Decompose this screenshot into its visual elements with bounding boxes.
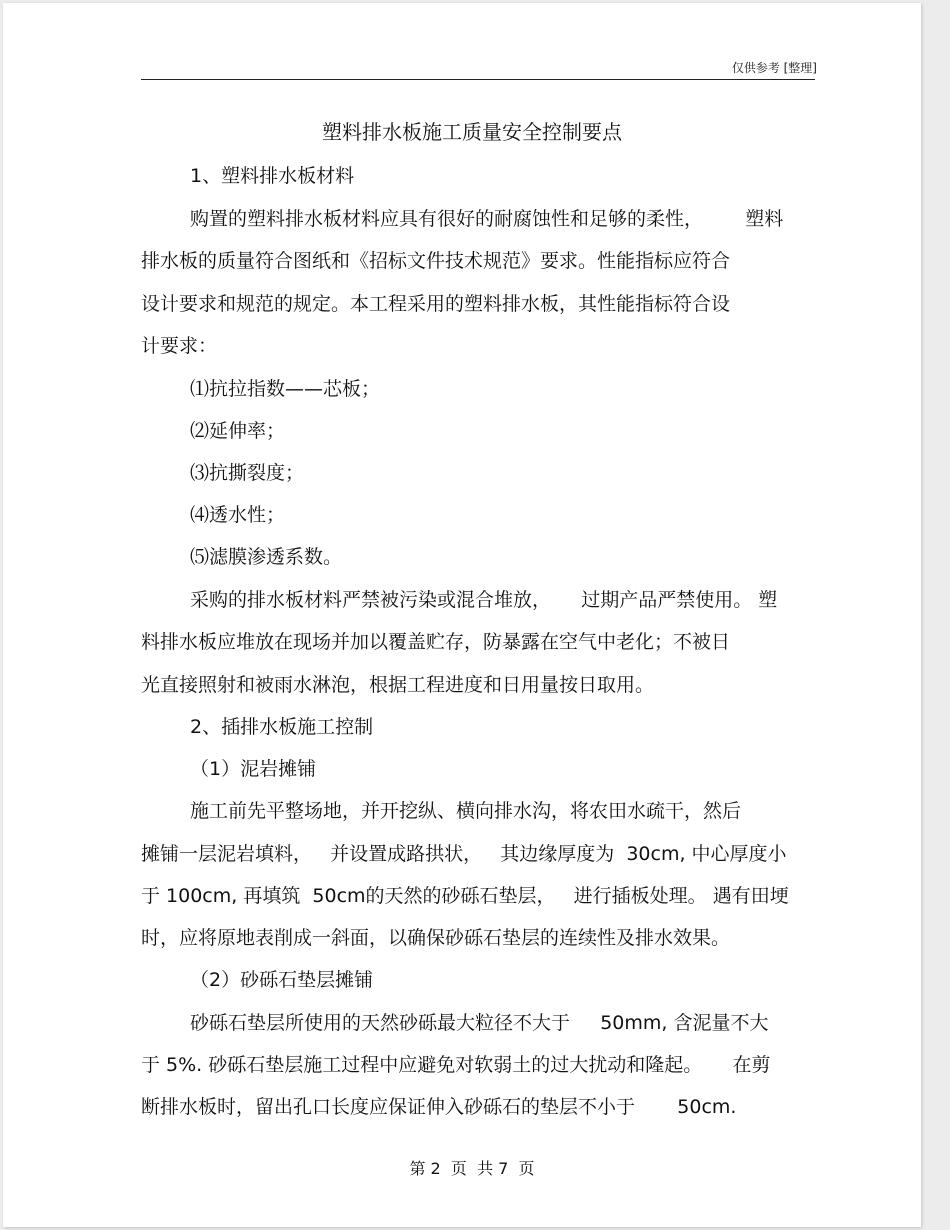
paragraph-line: 于 5%. 砂砾石垫层施工过程中应避免对软弱土的过大扰动和隆起。 在剪 [141, 1054, 771, 1076]
paragraph-line: 施工前先平整场地，并开挖纵、横向排水沟，将农田水疏干，然后 [190, 800, 742, 822]
header-divider [141, 79, 815, 80]
list-item: ⑴抗拉指数——芯板； [190, 378, 381, 400]
section-heading-1: 1、塑料排水板材料 [190, 165, 355, 187]
paragraph-line: 摊铺一层泥岩填料， 并设置成路拱状， 其边缘厚度为 30cm, 中心厚度小 [141, 843, 787, 865]
list-item: ⑸滤膜渗透系数。 [190, 546, 343, 568]
paragraph-line: 排水板的质量符合图纸和《招标文件技术规范》要求。性能指标应符合 [141, 250, 731, 272]
paragraph-line: 料排水板应堆放在现场并加以覆盖贮存，防暴露在空气中老化；不被日 [141, 631, 731, 653]
paragraph-line: 断排水板时，留出孔口长度应保证伸入砂砾石的垫层不小于 50cm. [141, 1096, 737, 1118]
list-item: ⑶抗撕裂度； [190, 462, 305, 484]
paragraph-line: 时，应将原地表削成一斜面，以确保砂砾石垫层的连续性及排水效果。 [141, 927, 731, 949]
paragraph-line: 购置的塑料排水板材料应具有很好的耐腐蚀性和足够的柔性， 塑料 [190, 208, 784, 230]
document-title: 塑料排水板施工质量安全控制要点 [322, 120, 622, 144]
paragraph-line: 光直接照射和被雨水淋泡，根据工程进度和日用量按日取用。 [141, 674, 655, 696]
subsection-heading: （2）砂砾石垫层摊铺 [190, 969, 374, 991]
paragraph-line: 砂砾石垫层所使用的天然砂砾最大粒径不大于 50mm, 含泥量不大 [190, 1012, 769, 1034]
paragraph-line: 计要求： [141, 335, 218, 357]
subsection-heading: （1）泥岩摊铺 [190, 758, 317, 780]
document-page [3, 3, 921, 1227]
paragraph-line: 于 100cm, 再填筑 50cm的天然的砂砾石垫层， 进行插板处理。 遇有田埂 [141, 885, 789, 907]
paragraph-line: 采购的排水板材料严禁被污染或混合堆放， 过期产品严禁使用。 塑 [190, 589, 778, 611]
list-item: ⑵延伸率； [190, 420, 286, 442]
list-item: ⑷透水性； [190, 504, 286, 526]
paragraph-line: 设计要求和规范的规定。本工程采用的塑料排水板，其性能指标符合设 [141, 293, 731, 315]
header-note: 仅供参考 [整理] [731, 61, 817, 75]
page-number: 第 2 页 共 7 页 [409, 1159, 535, 1178]
section-heading-2: 2、插排水板施工控制 [190, 716, 374, 738]
